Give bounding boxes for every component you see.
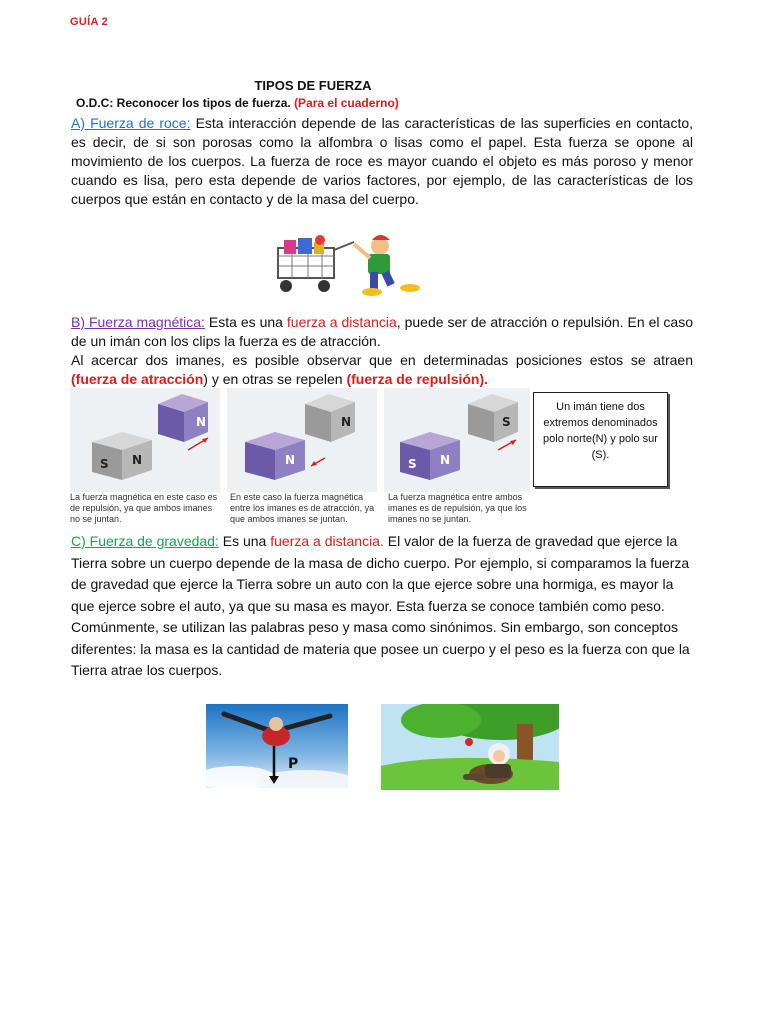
cart-boy-illustration [272,234,452,298]
magnet-panel-1 [70,388,220,492]
objective-note: (Para el cuaderno) [294,96,399,110]
magnet-illustrations [70,388,530,530]
section-a-text: Esta interacción depende de las características de las superficies en contacto, es decir, de si son porosas como la alfombra o lisas como el papel. Esta fuerza se opone al movimiento de los cuerpos. La fuerza de roce es mayor cuando el objeto es más poroso y menor cuando es lisa, pero esta depende de varios factores, por ejemplo, de las características de los cuerpos que están en contacto y de la masa del cuerpo. [71,115,694,207]
magnet-2-back-label: N [341,415,352,429]
section-a-paragraph [71,114,693,209]
section-c-heading: C) Fuerza de gravedad: [71,533,219,549]
guide-label: GUÍA 2 [70,16,109,28]
magnet-3-right-label: N [440,453,451,467]
section-b-attraction-term: (fuerza de atracción [71,371,204,387]
magnet-3-left-label: S [408,457,417,471]
section-b-t4: Al acercar dos imanes, es posible observar que en determinadas posiciones estos se atraen [71,352,693,368]
objective-line [76,96,399,110]
section-b-paragraph [71,313,693,389]
magnet-caption-1: La fuerza magnética en este caso es de repulsión, ya que ambos imanes no se juntan. [70,492,218,524]
section-b-distance-term: fuerza a distancia [286,314,397,330]
section-a-heading: A) Fuerza de roce: [71,115,191,131]
section-b-t3: , puede ser de atracción o repulsión. En el caso de un imán con los clips la fuerza es de atracción. [71,314,694,349]
weight-label: P [288,756,299,772]
section-c-paragraph [71,531,693,682]
page-title: TIPOS DE FUERZA [254,78,372,93]
magnet-1-left-label: S [100,457,109,471]
section-b-repulsion-term: (fuerza de repulsión). [346,371,489,387]
shopping-cart-icon [278,235,354,292]
magnet-1-back-label: N [196,415,207,429]
magnet-panel-3 [384,388,530,492]
magnet-caption-3: La fuerza magnética entre ambos imanes es de repulsión, ya que los imanes no se juntan. [388,492,527,524]
section-c-t3: El valor de la fuerza de gravedad que ejerce la Tierra sobre un cuerpo depende de la masa de dicho cuerpo. Por ejemplo, si comparamos la fuerza de gravedad que ejerce la Tierra sobre un auto con la que ejerce sobre una hormiga, es mayor la que ejerce sobre el auto, ya que su masa es mayor. Esta fuerza se conoce también como peso. Comúnmente, se utilizan las palabras peso y masa como sinónimos. Sin embargo, son conceptos diferentes: la masa es la cantidad de materia que posee un cuerpo y el peso es la fuerza con que la Tierra atrae los cuerpos. [71,533,690,678]
magnet-1-right-label: N [132,453,143,467]
magnet-callout-box: Un imán tiene dos extremos denominados polo norte(N) y polo sur (S). [533,392,668,487]
section-b-t1: Esta es una [208,314,283,330]
apple-icon [465,738,473,746]
section-b-t6: ) y en otras se repelen [203,371,343,387]
section-c-distance-term: fuerza a distancia. [270,533,384,549]
magnet-caption-2: En este caso la fuerza magnética entre los imanes es de atracción, ya que ambos imanes se juntan. [230,492,375,524]
section-c-t1: Es una [222,533,267,549]
magnet-3-back-label: S [502,415,511,429]
magnet-panel-2 [227,388,377,492]
boy-figure-icon [354,235,420,296]
magnet-front-block [92,432,152,480]
magnet-2-right-label: N [285,453,296,467]
newton-tree-image [381,704,559,790]
magnet-back-block [158,394,208,442]
objective-text: O.D.C: Reconocer los tipos de fuerza. [76,96,291,110]
skydiver-image [206,704,348,788]
section-b-heading: B) Fuerza magnética: [71,314,205,330]
